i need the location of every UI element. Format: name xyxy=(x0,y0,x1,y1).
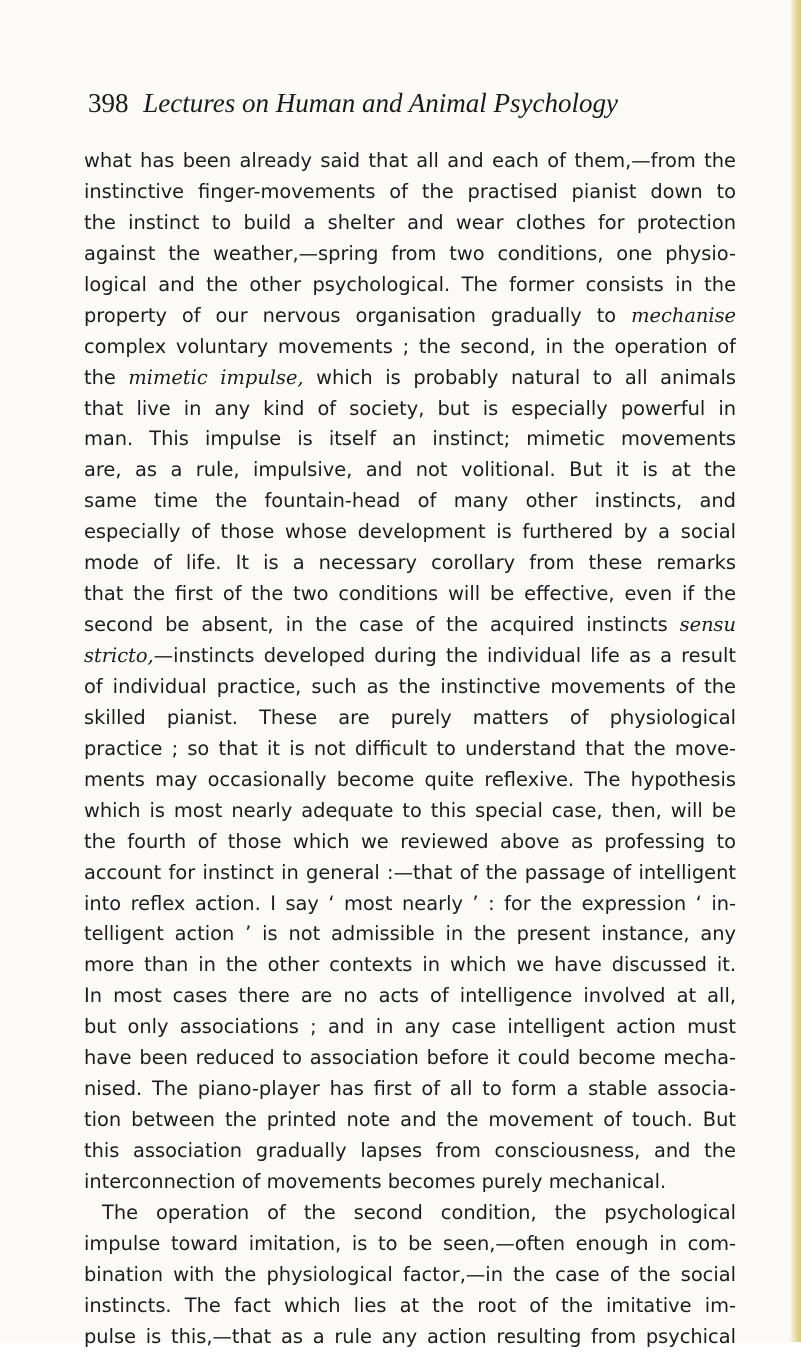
page-number: 398 xyxy=(88,88,129,118)
text-line xyxy=(84,765,736,796)
text-run: that live in any kind of society, but is especially powerful in xyxy=(84,396,736,420)
text-line xyxy=(84,239,736,270)
text-run: the fourth of those which we reviewed above as professing to xyxy=(84,829,736,853)
text-line xyxy=(84,1074,736,1105)
text-run: instincts. The fact which lies at the root of the imitative im- xyxy=(84,1293,736,1317)
text-run: complex voluntary movements ; the second, in the operation of xyxy=(84,334,736,358)
text-run: nised. The piano-player has first of all to form a stable associa- xyxy=(84,1077,736,1101)
page-edge xyxy=(791,0,801,1342)
text-run: that the first of the two conditions will be effective, even if the xyxy=(84,582,736,606)
text-run: more than in the other contexts in which we have discussed it. xyxy=(84,953,736,977)
text-run: are, as a rule, impulsive, and not volitional. But it is at the xyxy=(84,458,736,482)
text-line xyxy=(84,146,736,177)
text-line xyxy=(84,332,736,363)
text-run: this association gradually lapses from consciousness, and the xyxy=(84,1139,736,1162)
text-line xyxy=(84,1136,736,1167)
text-line xyxy=(84,1105,736,1136)
text-line xyxy=(84,950,736,981)
text-run: same time the fountain-head of many other instincts, and xyxy=(84,489,736,513)
text-run: skilled pianist. These are purely matters of physiological xyxy=(84,705,736,729)
text-run: second be absent, in the case of the acquired instincts xyxy=(84,613,680,637)
text-run: impulse toward imitation, is to be seen,—often enough in com- xyxy=(84,1231,736,1255)
text-run: of individual practice, such as the instinctive movements of the xyxy=(84,674,736,698)
text-line xyxy=(84,517,736,548)
italic-phrase: sensu xyxy=(679,613,736,637)
text-line xyxy=(84,672,736,703)
text-line xyxy=(84,1043,736,1074)
text-line xyxy=(84,1260,736,1291)
text-line xyxy=(84,301,736,332)
text-line xyxy=(84,981,736,1012)
text-line xyxy=(84,796,736,827)
text-run: tion between the printed note and the movement of touch. But xyxy=(84,1108,736,1132)
text-line xyxy=(84,858,736,889)
text-run: bination with the physiological factor,—in the case of the social xyxy=(84,1262,736,1286)
text-line xyxy=(84,177,736,208)
text-line xyxy=(84,579,736,610)
text-run: pulse is this,—that as a rule any action resulting from psychical xyxy=(84,1324,736,1348)
text-run: ments may occasionally become quite reflexive. The hypothesis xyxy=(84,767,736,791)
text-run: which is probably natural to all animals xyxy=(303,365,736,389)
text-line xyxy=(84,1198,736,1229)
text-line xyxy=(84,424,736,455)
text-run: account for instinct in general :—that of the passage of intelligent xyxy=(84,860,736,884)
text-run: the instinct to build a shelter and wear clothes for protection xyxy=(84,210,736,234)
text-run: mode of life. It is a necessary corollary from these remarks xyxy=(84,551,736,575)
text-line xyxy=(84,641,736,672)
text-line xyxy=(84,889,736,920)
italic-phrase: mimetic impulse, xyxy=(128,365,304,389)
text-line xyxy=(84,919,736,950)
text-run: against the weather,—spring from two conditions, one physio- xyxy=(84,241,736,265)
italic-phrase: stricto, xyxy=(84,644,154,667)
text-line xyxy=(84,455,736,486)
italic-phrase: mechanise xyxy=(631,303,736,327)
body-text xyxy=(84,146,736,1353)
text-line xyxy=(84,1167,736,1198)
text-line xyxy=(84,1322,736,1353)
text-line xyxy=(84,548,736,579)
text-run: but only associations ; and in any case intelligent action must xyxy=(84,1015,736,1039)
text-line xyxy=(84,1229,736,1260)
text-line xyxy=(84,270,736,301)
text-line xyxy=(84,394,736,425)
text-run: interconnection of movements becomes purely mechanical. xyxy=(84,1169,667,1193)
text-run: logical and the other psychological. The former consists in the xyxy=(84,272,736,296)
text-line xyxy=(84,734,736,765)
text-run: man. This impulse is itself an instinct; mimetic movements xyxy=(84,427,736,451)
running-header xyxy=(88,88,728,128)
text-run: telligent action ’ is not admissible in the present instance, any xyxy=(84,922,736,946)
text-line xyxy=(84,363,736,394)
text-line xyxy=(84,827,736,858)
running-title: Lectures on Human and Animal Psychology xyxy=(143,88,618,118)
text-line xyxy=(84,703,736,734)
text-run: property of our nervous organisation gradually to xyxy=(84,303,632,327)
text-run: especially of those whose development is furthered by a social xyxy=(84,520,736,544)
text-run: practice ; so that it is not difficult to understand that the move- xyxy=(84,736,736,760)
text-run: into reflex action. I say ‘ most nearly ’ : for the expression ‘ in- xyxy=(84,891,736,915)
text-line xyxy=(84,610,736,641)
text-run: instinctive finger-movements of the practised pianist down to xyxy=(84,179,736,203)
text-line xyxy=(84,208,736,239)
text-line xyxy=(84,1291,736,1322)
text-line xyxy=(84,1012,736,1043)
text-run: what has been already said that all and each of them,—from the xyxy=(84,149,736,172)
text-line xyxy=(84,486,736,517)
text-run: which is most nearly adequate to this special case, then, will be xyxy=(84,798,736,822)
text-run: —instincts developed during the individual life as a result xyxy=(153,644,736,667)
text-run: have been reduced to association before it could become mecha- xyxy=(84,1046,736,1070)
text-run: In most cases there are no acts of intelligence involved at all, xyxy=(84,984,736,1008)
text-run: the xyxy=(84,365,129,389)
text-run: The operation of the second condition, the psychological xyxy=(102,1200,736,1224)
